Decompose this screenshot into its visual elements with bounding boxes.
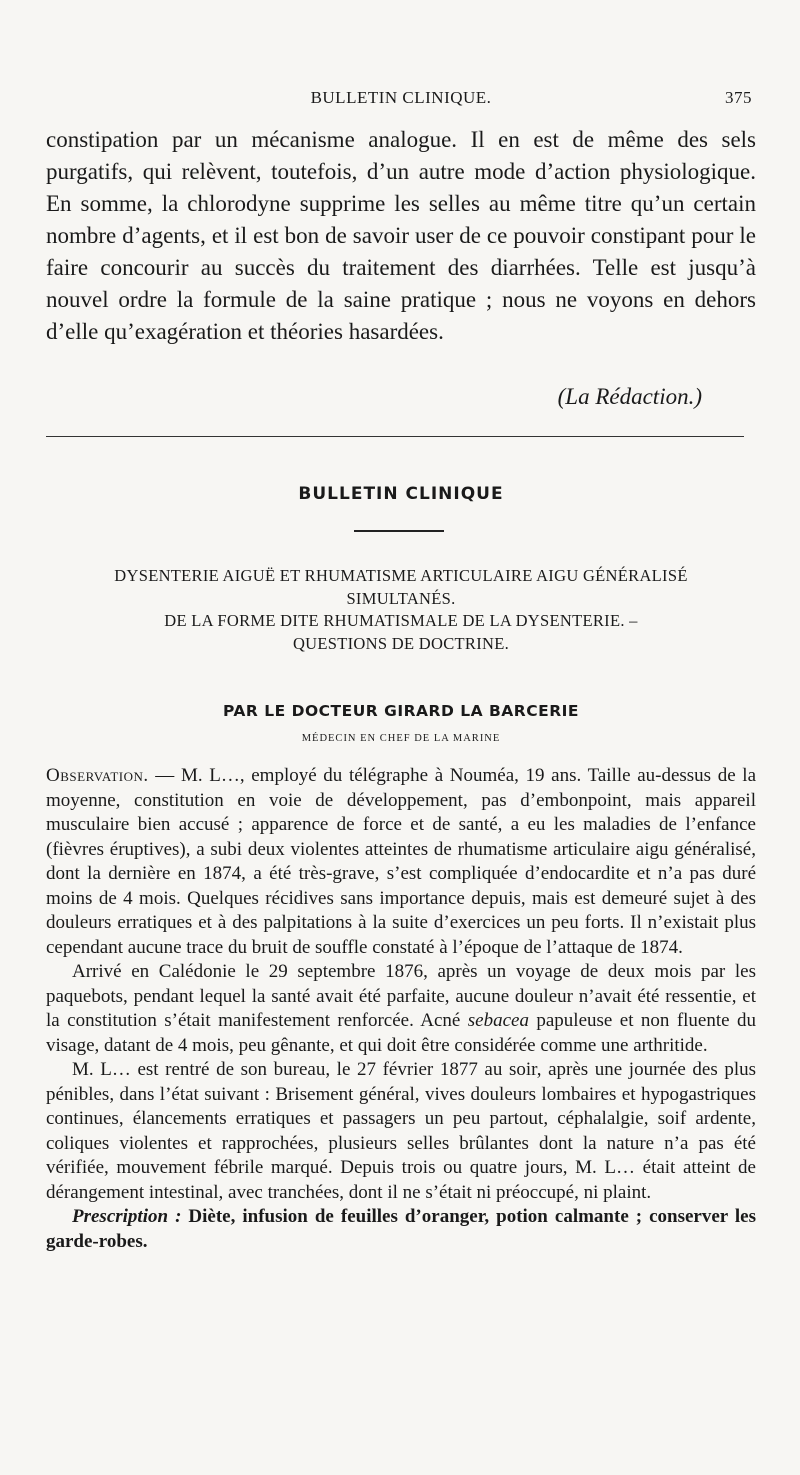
article-author: PAR LE DOCTEUR GIRARD LA BARCERIE [222, 702, 579, 720]
symptoms-paragraph [46, 1058, 756, 1205]
prescription-text: Diète, infusion de feuilles d’oranger, potion calmante ; conserver les garde-robes. [46, 1206, 756, 1252]
title-line: DYSENTERIE AIGUË ET RHUMATISME ARTICULAIRE AIGU GÉNÉRALISÉ [114, 566, 688, 585]
section-heading: BULLETIN CLINIQUE [298, 484, 504, 504]
section-divider [46, 436, 744, 437]
author-role: MÉDECIN EN CHEF DE LA MARINE [301, 733, 501, 744]
editorial-signature: (La Rédaction.) [557, 384, 702, 409]
arrival-text-end: papuleuse et non fluente du visage, datant de 4 mois, peu gênante, et qui doit être considérée comme une arthritide. [46, 1010, 756, 1056]
heading-rule [354, 530, 444, 532]
latin-term: sebacea [467, 1010, 529, 1031]
article-body [46, 764, 756, 1254]
arrival-text: Arrivé en Calédonie le 29 septembre 1876, après un voyage de deux mois par les paquebots, pendant lequel la santé avait été parfaite, aucune douleur n’avait été ressentie, et la constitution s’était manifestement renforcée. Acné [46, 961, 756, 1031]
observation-label: Observation. [46, 765, 149, 786]
arrival-paragraph [46, 960, 756, 1058]
running-title: BULLETIN CLINIQUE. [310, 88, 492, 107]
title-line: DE LA FORME DITE RHUMATISMALE DE LA DYSENTERIE. – [164, 611, 638, 630]
page-number: 375 [725, 88, 752, 107]
prescription-label: Prescription : [72, 1206, 182, 1227]
symptoms-text: M. L… est rentré de son bureau, le 27 février 1877 au soir, après une journée des plus pénibles, dans l’état suivant : Brisement général, vives douleurs lombaires et hypogastriques continues, élancements erratiques et passagers un peu partout, céphalalgie, soif ardente, coliques violentes et rapprochées, plusieurs selles brûlantes dont la nature n’a pas été vérifiée, mouvement fébrile marqué. Depuis trois ou quatre jours, M. L… était atteint de dérangement intestinal, avec tranchées, dont il ne s’était ni préoccupé, ni plaint. [46, 1059, 756, 1203]
editorial-conclusion [46, 124, 756, 348]
title-line: QUESTIONS DE DOCTRINE. [292, 633, 510, 653]
running-head [46, 88, 756, 112]
observation-text: — M. L…, employé du télégraphe à Nouméa, 19 ans. Taille au-dessus de la moyenne, constitution en voie de développement, pas d’embonpoint, mais appareil musculaire bien accusé ; apparence de force et de santé, a eu les maladies de l’enfance (fièvres éruptives), a subi deux violentes atteintes de rhumatisme articulaire aigu généralisé, dont la dernière en 1874, a été très-grave, s’est compliquée d’endocardite et n’a pas duré moins de 4 mois. Quelques récidives sans importance depuis, mais est demeuré sujet à des douleurs erratiques et à des palpitations à la suite d’exercices un peu forts. Il n’existait plus cependant aucune trace du bruit de souffle constaté à l’époque de l’attaque de 1874. [46, 765, 756, 958]
title-line: SIMULTANÉS. [346, 588, 456, 608]
article-title [46, 565, 756, 655]
editorial-paragraph: constipation par un mécanisme analogue. Il en est de même des sels purgatifs, qui relèvent, toutefois, d’un autre mode d’action physiologique. En somme, la chlorodyne supprime les selles au même titre qu’un certain nombre d’agents, et il est bon de savoir user de ce pouvoir constipant pour le faire concourir au succès du traitement des diarrhées. Telle est jusqu’à nouvel ordre la formule de la saine pratique ; nous ne voyons en dehors d’elle qu’exagération et théories hasardées. [46, 127, 756, 344]
observation-paragraph [46, 764, 756, 960]
prescription-paragraph [46, 1205, 756, 1254]
